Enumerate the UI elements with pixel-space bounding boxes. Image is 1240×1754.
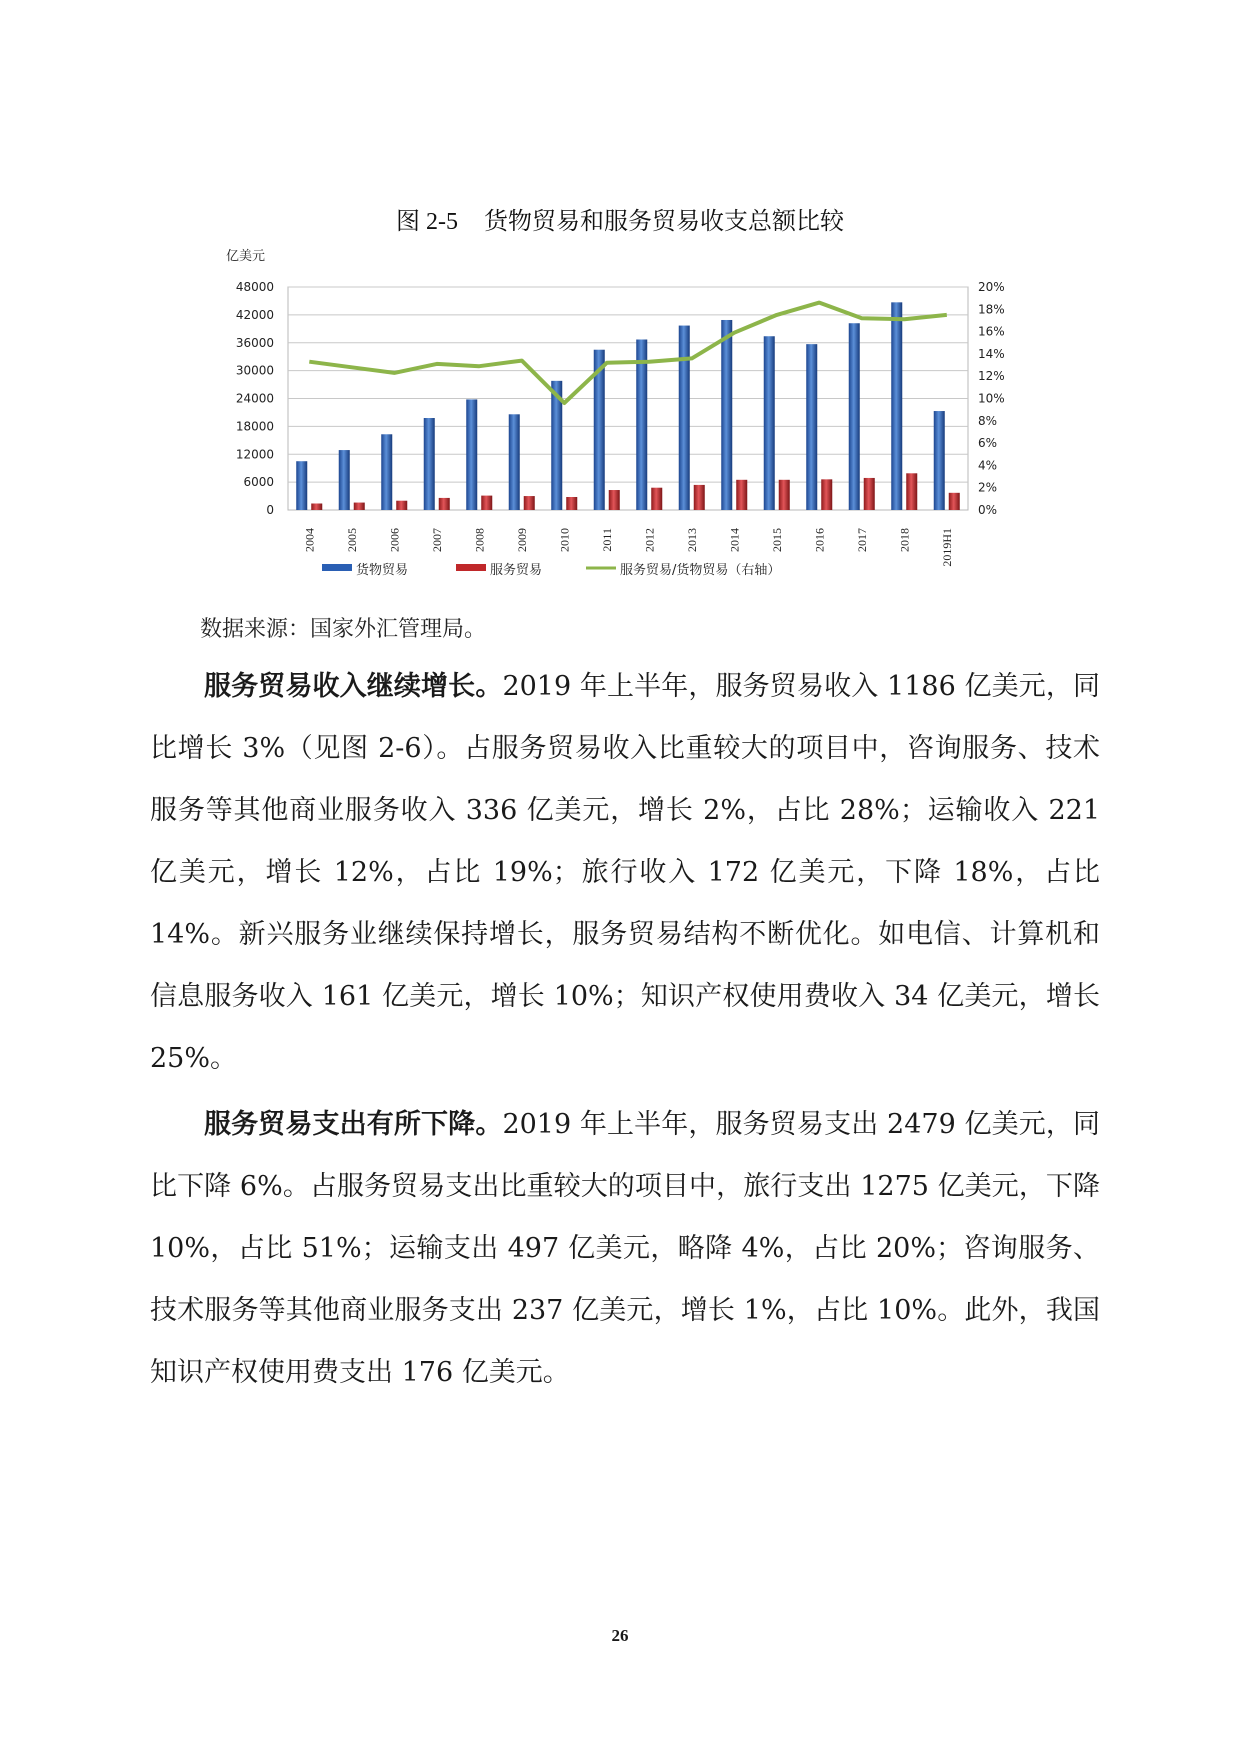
x-tick-label: 2016 (812, 528, 827, 552)
x-tick-label: 2011 (599, 528, 614, 552)
bar-service-trade (311, 503, 322, 510)
bar-service-trade (779, 480, 790, 510)
bar-service-trade (481, 496, 492, 510)
data-source: 数据来源：国家外汇管理局。 (200, 617, 487, 642)
bar-goods-trade (721, 320, 732, 510)
figure-caption: 货物贸易和服务贸易收支总额比较 (484, 207, 844, 235)
y-left-tick-label: 18000 (235, 419, 274, 434)
y-right-tick-label: 12% (978, 369, 1005, 384)
y-right-tick-label: 8% (978, 413, 998, 428)
x-tick-label: 2007 (429, 528, 444, 552)
x-tick-label: 2013 (684, 528, 699, 552)
bar-goods-trade (381, 434, 392, 510)
x-tick-label: 2017 (854, 528, 869, 552)
x-tick-label: 2004 (302, 528, 317, 552)
bar-service-trade (609, 490, 620, 510)
bar-service-trade (651, 488, 662, 510)
paragraph-lead: 服务贸易收入继续增长。 (204, 671, 503, 702)
y-right-tick-label: 6% (978, 436, 998, 451)
bar-service-trade (949, 493, 960, 510)
paragraph-text: 2019 年上半年，服务贸易收入 1186 亿美元，同比增长 3%（见图 2-6）。占服务贸易收入比重较大的项目中，咨询服务、技术服务等其他商业服务收入 336 亿美元，增长 2%，占比 28%；运输收入 221 亿美元，增长 12%，占比 19%；旅行收入 172 亿美元，下降 18%，占比 14%。新兴服务业继续保持增长，服务贸易结构不断优化。如电信、计算机和信息服务收入 161 亿美元，增长 10%；知识产权使用费收入 34 亿美元，增长 25%。 (150, 671, 1100, 1074)
y-left-tick-label: 42000 (235, 307, 274, 322)
y-right-tick-label: 4% (978, 458, 998, 473)
bar-service-trade (524, 496, 535, 510)
bar-service-trade (906, 473, 917, 510)
y-right-tick-label: 14% (978, 346, 1005, 361)
bar-service-trade (864, 478, 875, 510)
bar-goods-trade (296, 461, 307, 510)
y-left-tick-label: 0 (266, 503, 274, 517)
x-tick-label: 2008 (472, 528, 487, 552)
y-left-tick-label: 48000 (235, 280, 274, 294)
x-tick-label: 2015 (769, 528, 784, 552)
bar-goods-trade (339, 450, 350, 510)
legend-swatch-goods (322, 564, 352, 571)
x-tick-label: 2012 (642, 528, 657, 552)
bar-service-trade (821, 479, 832, 510)
bar-goods-trade (636, 339, 647, 510)
bar-service-trade (694, 485, 705, 510)
trade-comparison-chart (220, 244, 1020, 604)
legend-label-goods: 货物贸易 (356, 563, 409, 578)
bar-service-trade (439, 498, 450, 510)
x-tick-label: 2019H1 (939, 528, 954, 567)
bar-service-trade (566, 497, 577, 510)
y-right-tick-label: 20% (978, 280, 1005, 294)
x-tick-label: 2006 (387, 528, 402, 552)
y-right-tick-label: 10% (978, 391, 1005, 406)
bar-goods-trade (424, 418, 435, 510)
bar-goods-trade (806, 344, 817, 510)
y-left-tick-label: 30000 (235, 363, 274, 378)
x-tick-label: 2014 (727, 528, 742, 552)
y-left-tick-label: 6000 (243, 475, 274, 490)
legend-swatch-service (456, 564, 486, 571)
x-tick-label: 2005 (344, 528, 359, 552)
y-left-tick-label: 24000 (235, 391, 274, 406)
bar-goods-trade (891, 302, 902, 510)
y-right-tick-label: 16% (978, 324, 1005, 339)
bar-goods-trade (934, 411, 945, 510)
bar-goods-trade (764, 336, 775, 510)
figure-title (0, 201, 1240, 236)
x-tick-label: 2009 (514, 528, 529, 552)
paragraph-text: 2019 年上半年，服务贸易支出 2479 亿美元，同比下降 6%。占服务贸易支出比重较大的项目中，旅行支出 1275 亿美元，下降 10%，占比 51%；运输支出 497 亿美元，略降 4%，占比 20%；咨询服务、技术服务等其他商业服务支出 237 亿美元，增长 1%，占比 10%。此外，我国知识产权使用费支出 176 亿美元。 (150, 1109, 1100, 1388)
bar-goods-trade (849, 323, 860, 510)
y-right-tick-label: 0% (978, 503, 998, 517)
y-left-unit-label: 亿美元 (226, 249, 266, 264)
page-number: 26 (611, 1626, 629, 1645)
bar-goods-trade (509, 414, 520, 510)
paragraph-service-expense (150, 1094, 1100, 1404)
y-left-tick-label: 36000 (235, 335, 274, 350)
legend-label-ratio: 服务贸易/货物贸易（右轴） (620, 563, 781, 578)
paragraph-lead: 服务贸易支出有所下降。 (204, 1109, 503, 1140)
x-tick-label: 2018 (897, 528, 912, 552)
figure-number: 图 2-5 (396, 209, 458, 235)
legend-label-service: 服务贸易 (490, 563, 543, 578)
bar-service-trade (354, 503, 365, 510)
y-right-tick-label: 18% (978, 302, 1005, 317)
bar-service-trade (396, 501, 407, 510)
bar-goods-trade (466, 399, 477, 510)
bar-goods-trade (679, 326, 690, 510)
x-tick-label: 2010 (557, 528, 572, 552)
bar-service-trade (736, 480, 747, 510)
y-right-tick-label: 2% (978, 480, 998, 495)
paragraph-service-income (150, 656, 1100, 1090)
y-left-tick-label: 12000 (235, 447, 274, 462)
